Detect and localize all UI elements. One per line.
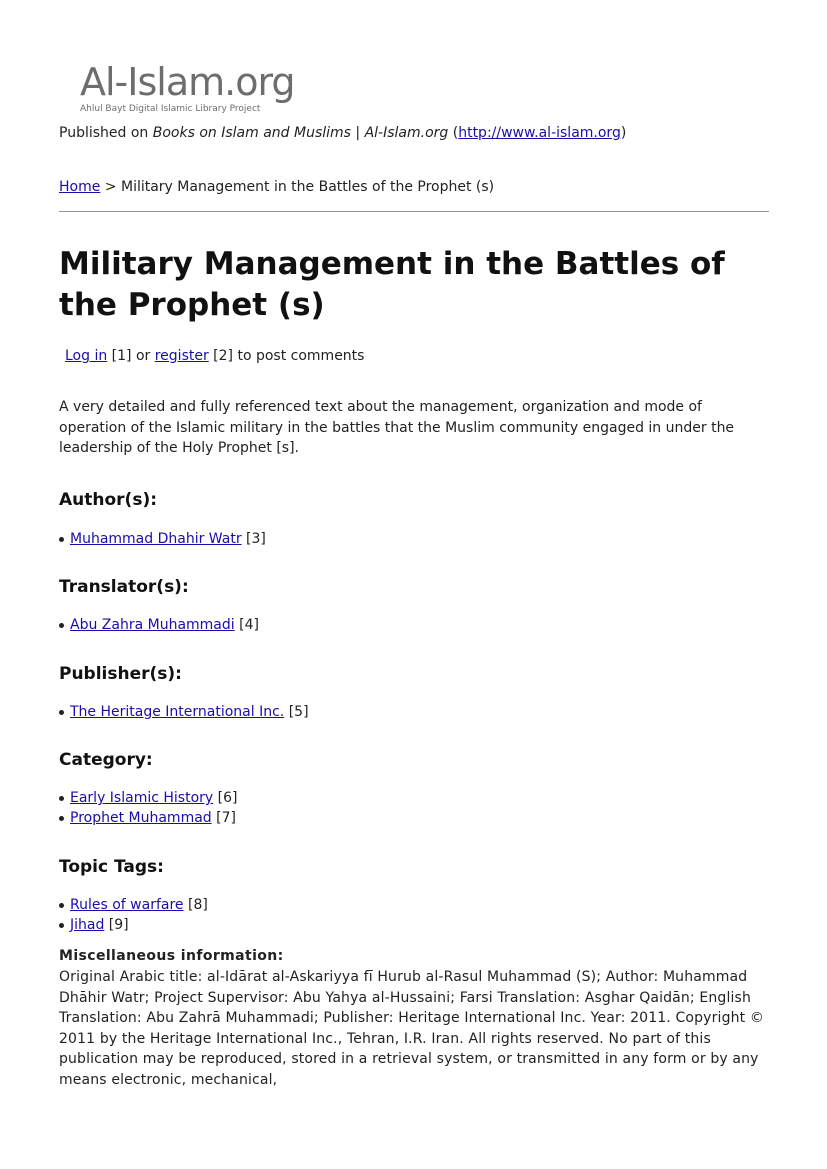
- publisher-link[interactable]: The Heritage International Inc.: [70, 704, 285, 720]
- breadcrumb-current: Military Management in the Battles of the Prophet (s): [120, 179, 495, 195]
- bullet-icon: [59, 710, 64, 715]
- category-link[interactable]: Prophet Muhammad: [70, 810, 212, 826]
- authors-list: [59, 529, 266, 549]
- logo-wordmark: Al-Islam.org: [80, 60, 295, 104]
- breadcrumb-home-link[interactable]: Home: [59, 179, 101, 195]
- publishers-list: [59, 702, 309, 722]
- list-item: [59, 615, 259, 635]
- bullet-icon: [59, 903, 64, 908]
- logo-subtitle: Ahlul Bayt Digital Islamic Library Project: [80, 104, 261, 114]
- list-item: [59, 895, 208, 915]
- header-divider: [59, 211, 769, 212]
- category-heading: Category:: [59, 750, 153, 770]
- login-line: [65, 348, 364, 364]
- ref-number: [7]: [211, 810, 236, 826]
- misc-heading: Miscellaneous information:: [59, 948, 284, 964]
- login-ref: [1] or: [107, 348, 155, 364]
- translators-heading: Translator(s):: [59, 577, 189, 597]
- register-ref: [2] to post comments: [208, 348, 365, 364]
- login-link[interactable]: Log in: [65, 348, 108, 364]
- bullet-icon: [59, 923, 64, 928]
- list-item: [59, 915, 208, 935]
- misc-text: Original Arabic title: al-Idārat al-Askariyya fī Hurub al-Rasul Muhammad (S); Author: Muhammad Dhāhir Watr; Project Supervisor: Abu Yahya al-Hussaini; Farsi Translation: Asghar Qaidān; English Translation: Abu Zahrā Muhammadi; Publisher: Heritage International Inc. Year: 2011. Copyright © 2011 by the Heritage International Inc., Tehran, I.R. Iran. All rights reserved. No part of this publication may be reproduced, stored in a retrieval system, or transmitted in any form or by any means electronic, mechanical,: [59, 969, 765, 1088]
- published-on-line: [59, 125, 626, 141]
- ref-number: [6]: [213, 790, 238, 806]
- translator-link[interactable]: Abu Zahra Muhammadi: [70, 617, 235, 633]
- bullet-icon: [59, 796, 64, 801]
- page-title: Military Management in the Battles of the Prophet (s): [59, 246, 725, 323]
- ref-number: [8]: [183, 897, 208, 913]
- published-open: (: [448, 125, 459, 141]
- bullet-icon: [59, 537, 64, 542]
- ref-number: [5]: [284, 704, 309, 720]
- category-link[interactable]: Early Islamic History: [70, 790, 214, 806]
- topic-tags-heading: Topic Tags:: [59, 857, 164, 877]
- bullet-icon: [59, 623, 64, 628]
- published-close: ): [620, 125, 627, 141]
- register-link[interactable]: register: [154, 348, 209, 364]
- author-link[interactable]: Muhammad Dhahir Watr: [70, 531, 242, 547]
- bullet-icon: [59, 816, 64, 821]
- site-name: Books on Islam and Muslims | Al-Islam.org: [152, 125, 449, 141]
- ref-number: [4]: [234, 617, 259, 633]
- topic-tags-list: [59, 895, 208, 935]
- authors-heading: Author(s):: [59, 490, 158, 510]
- list-item: [59, 808, 237, 828]
- tag-link[interactable]: Jihad: [70, 917, 105, 933]
- tag-link[interactable]: Rules of warfare: [70, 897, 184, 913]
- book-description: A very detailed and fully referenced text about the management, organization and mode of operation of the Islamic military in the battles that the Muslim community engaged in under the leadership of the Holy Prophet [s].: [59, 399, 735, 456]
- list-item: [59, 702, 309, 722]
- publishers-heading: Publisher(s):: [59, 664, 182, 684]
- site-logo: [80, 62, 320, 120]
- translators-list: [59, 615, 259, 635]
- breadcrumb-separator: >: [100, 179, 121, 195]
- list-item: [59, 529, 266, 549]
- site-url-link[interactable]: http://www.al-islam.org: [458, 125, 621, 141]
- published-prefix: Published on: [59, 125, 153, 141]
- category-list: [59, 788, 237, 828]
- ref-number: [3]: [241, 531, 266, 547]
- list-item: [59, 788, 237, 808]
- ref-number: [9]: [104, 917, 129, 933]
- breadcrumb: [59, 179, 494, 195]
